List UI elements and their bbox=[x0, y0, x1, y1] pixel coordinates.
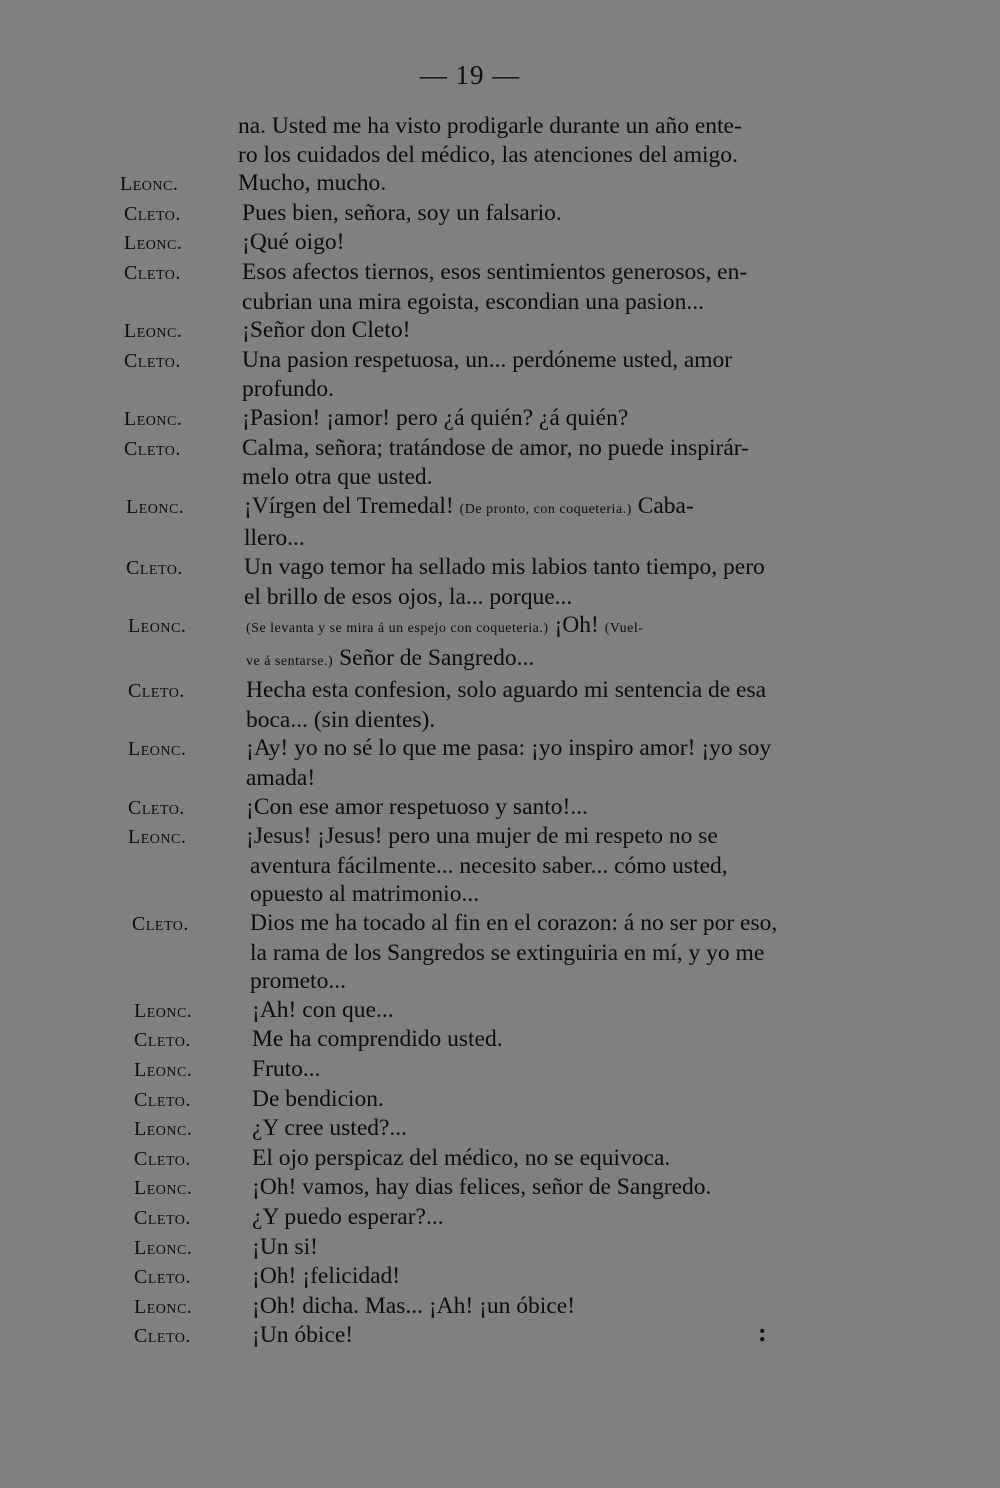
dialogue-line bbox=[126, 583, 848, 612]
dialogue-line bbox=[128, 706, 848, 735]
dialogue-line bbox=[124, 228, 848, 258]
dialogue-line bbox=[134, 1055, 848, 1085]
speech-text: ¿Y puedo esperar?... bbox=[252, 1203, 444, 1230]
speech-text: Calma, señora; tratándose de amor, no puede inspirár- bbox=[242, 434, 749, 461]
speech-text: prometo... bbox=[250, 968, 346, 995]
speaker-name: Cleto. bbox=[134, 1029, 191, 1052]
speaker-name: Cleto. bbox=[128, 680, 185, 703]
speech-text: ro los cuidados del médico, las atenciones del amigo. bbox=[238, 141, 738, 168]
speech-text: Pues bien, señora, soy un falsario. bbox=[242, 199, 562, 226]
speaker-name: Cleto. bbox=[124, 437, 181, 460]
speech-text: profundo. bbox=[242, 376, 335, 403]
speech-text: llero... bbox=[244, 525, 305, 552]
dialogue-line bbox=[124, 288, 848, 317]
speaker-name: Leonc. bbox=[134, 999, 193, 1022]
dialogue-line bbox=[134, 996, 848, 1026]
page-number: — 19 — bbox=[419, 60, 521, 90]
speaker-name: Leonc. bbox=[128, 738, 187, 761]
speech-text: De bendicion. bbox=[252, 1085, 384, 1112]
speech-text: na. Usted me ha visto prodigarle durante un año ente- bbox=[238, 113, 742, 139]
speech-text: ¡Un óbice! bbox=[252, 1322, 354, 1349]
speech-text: ¡Ay! yo no sé lo que me pasa: ¡yo inspiro amor! ¡yo soy bbox=[246, 735, 772, 762]
dialogue-line bbox=[128, 611, 848, 644]
dialogue-line bbox=[134, 1292, 848, 1322]
speaker-name: Cleto. bbox=[124, 261, 181, 284]
speech-fragment: ¡Vírgen del Tremedal! bbox=[244, 492, 460, 519]
speaker-name: Leonc. bbox=[128, 615, 187, 638]
dialogue-line bbox=[120, 141, 848, 170]
dialogue-line bbox=[124, 258, 848, 288]
speaker-name: Leonc. bbox=[134, 1236, 193, 1259]
speaker-name: Cleto. bbox=[134, 1088, 191, 1111]
dialogue-line bbox=[128, 734, 848, 764]
speech-text: ¡Qué oigo! bbox=[242, 229, 345, 256]
speech-text: Fruto... bbox=[252, 1056, 321, 1082]
dialogue-line bbox=[126, 492, 848, 525]
speaker-name: Cleto. bbox=[124, 349, 181, 372]
speech-text: opuesto al matrimonio... bbox=[250, 881, 480, 908]
dialogue-line bbox=[132, 880, 848, 909]
dialogue-line bbox=[120, 169, 848, 199]
speech-text: Mucho, mucho. bbox=[238, 170, 387, 197]
dialogue-line bbox=[120, 112, 848, 141]
speaker-name: Cleto. bbox=[134, 1266, 191, 1289]
dialogue-line bbox=[134, 1233, 848, 1263]
dialogue-line bbox=[132, 939, 848, 968]
speaker-name: Cleto. bbox=[124, 202, 181, 225]
speech-text: Un vago temor ha sellado mis labios tanto tiempo, pero bbox=[244, 553, 765, 580]
dialogue-line bbox=[132, 909, 848, 939]
stage-direction: (De pronto, con coqueteria.) bbox=[459, 501, 632, 517]
speaker-name: Leonc. bbox=[128, 826, 187, 849]
speech-text: boca... (sin dientes). bbox=[246, 706, 436, 733]
speech-text: ¡Señor don Cleto! bbox=[242, 317, 411, 344]
dialogue-line bbox=[126, 553, 848, 583]
speech-text: ¡Oh! dicha. Mas... ¡Ah! ¡un óbice! bbox=[252, 1292, 576, 1319]
dialogue-line bbox=[134, 1114, 848, 1144]
bottom-mark: : bbox=[758, 1318, 767, 1347]
speech-text: ¡Oh! vamos, hay dias felices, señor de Sangredo. bbox=[252, 1174, 712, 1201]
dialogue-line bbox=[132, 852, 848, 881]
dialogue-line bbox=[132, 967, 848, 996]
dialogue-line bbox=[134, 1085, 848, 1115]
dialogue-line bbox=[128, 644, 848, 677]
speech-text: el brillo de esos ojos, la... porque... bbox=[244, 583, 573, 610]
dialogue-line bbox=[128, 822, 848, 852]
dialogue-line bbox=[134, 1262, 848, 1292]
speech-text: cubrian una mira egoista, escondian una pasion... bbox=[242, 288, 705, 315]
speech-text bbox=[244, 492, 848, 525]
speaker-name: Leonc. bbox=[134, 1059, 193, 1081]
speaker-name: Leonc. bbox=[120, 173, 179, 196]
speech-text: ¡Un si! bbox=[252, 1233, 318, 1260]
play-text bbox=[120, 112, 848, 1351]
dialogue-line bbox=[128, 764, 848, 793]
dialogue-line bbox=[134, 1203, 848, 1233]
speaker-name: Leonc. bbox=[134, 1118, 193, 1141]
speech-text bbox=[246, 611, 848, 644]
speech-text: Me ha comprendido usted. bbox=[252, 1026, 503, 1053]
speaker-name: Cleto. bbox=[134, 1147, 191, 1170]
speech-fragment: Señor de Sangredo... bbox=[333, 644, 535, 671]
speaker-name: Leonc. bbox=[134, 1295, 193, 1318]
speech-text: melo otra que usted. bbox=[242, 464, 433, 491]
speech-text: Una pasion respetuosa, un... perdóneme usted, amor bbox=[242, 346, 733, 373]
stage-direction: ve á sentarse.) bbox=[246, 653, 334, 669]
dialogue-line bbox=[128, 676, 848, 706]
dialogue-line bbox=[124, 375, 848, 404]
dialogue-line bbox=[124, 346, 848, 376]
speaker-name: Leonc. bbox=[124, 407, 183, 430]
speech-text: ¿Y cree usted?... bbox=[252, 1115, 408, 1142]
speech-text bbox=[246, 644, 848, 677]
speech-text: El ojo perspicaz del médico, no se equivoca. bbox=[252, 1144, 671, 1171]
speech-fragment: ¡Oh! bbox=[548, 612, 605, 639]
dialogue-line bbox=[124, 404, 848, 434]
speech-text: la rama de los Sangredos se extinguiria en mí, y yo me bbox=[250, 939, 765, 966]
speech-text: Esos afectos tiernos, esos sentimientos generosos, en- bbox=[242, 258, 748, 285]
speaker-name: Cleto. bbox=[134, 1206, 191, 1229]
dialogue-line bbox=[134, 1173, 848, 1203]
speaker-name: Leonc. bbox=[124, 320, 183, 343]
dialogue-line bbox=[124, 199, 848, 229]
dialogue-line bbox=[126, 524, 848, 553]
dialogue-line bbox=[124, 434, 848, 464]
speaker-name: Cleto. bbox=[132, 913, 189, 936]
dialogue-line bbox=[124, 463, 848, 492]
speech-text: ¡Ah! con que... bbox=[252, 996, 394, 1023]
dialogue-line bbox=[134, 1144, 848, 1174]
dialogue-line bbox=[134, 1321, 848, 1351]
speech-text: ¡Pasion! ¡amor! pero ¿á quién? ¿á quién? bbox=[242, 404, 629, 431]
dialogue-line bbox=[124, 316, 848, 346]
speaker-name: Cleto. bbox=[134, 1325, 191, 1348]
speaker-name: Leonc. bbox=[124, 232, 183, 255]
speaker-name: Cleto. bbox=[128, 796, 185, 819]
speech-fragment: Caba- bbox=[631, 492, 694, 519]
speech-text: Hecha esta confesion, solo aguardo mi sentencia de esa bbox=[246, 677, 767, 704]
speech-text: ¡Jesus! ¡Jesus! pero una mujer de mi respeto no se bbox=[246, 823, 718, 850]
speech-text: amada! bbox=[246, 765, 316, 792]
speech-text: ¡Con ese amor respetuoso y santo!... bbox=[246, 793, 588, 820]
stage-direction: (Vuel- bbox=[604, 621, 644, 637]
speaker-name: Leonc. bbox=[126, 495, 185, 518]
dialogue-line bbox=[134, 1025, 848, 1055]
speech-text: aventura fácilmente... necesito saber... cómo usted, bbox=[250, 852, 728, 879]
speech-text: ¡Oh! ¡felicidad! bbox=[252, 1263, 401, 1290]
dialogue-line bbox=[128, 793, 848, 823]
stage-direction: (Se levanta y se mira á un espejo con coqueteria.) bbox=[246, 621, 549, 637]
speaker-name: Cleto. bbox=[126, 556, 183, 579]
speaker-name: Leonc. bbox=[134, 1177, 193, 1200]
speech-text: Dios me ha tocado al fin en el corazon: á no ser por eso, bbox=[250, 910, 778, 937]
